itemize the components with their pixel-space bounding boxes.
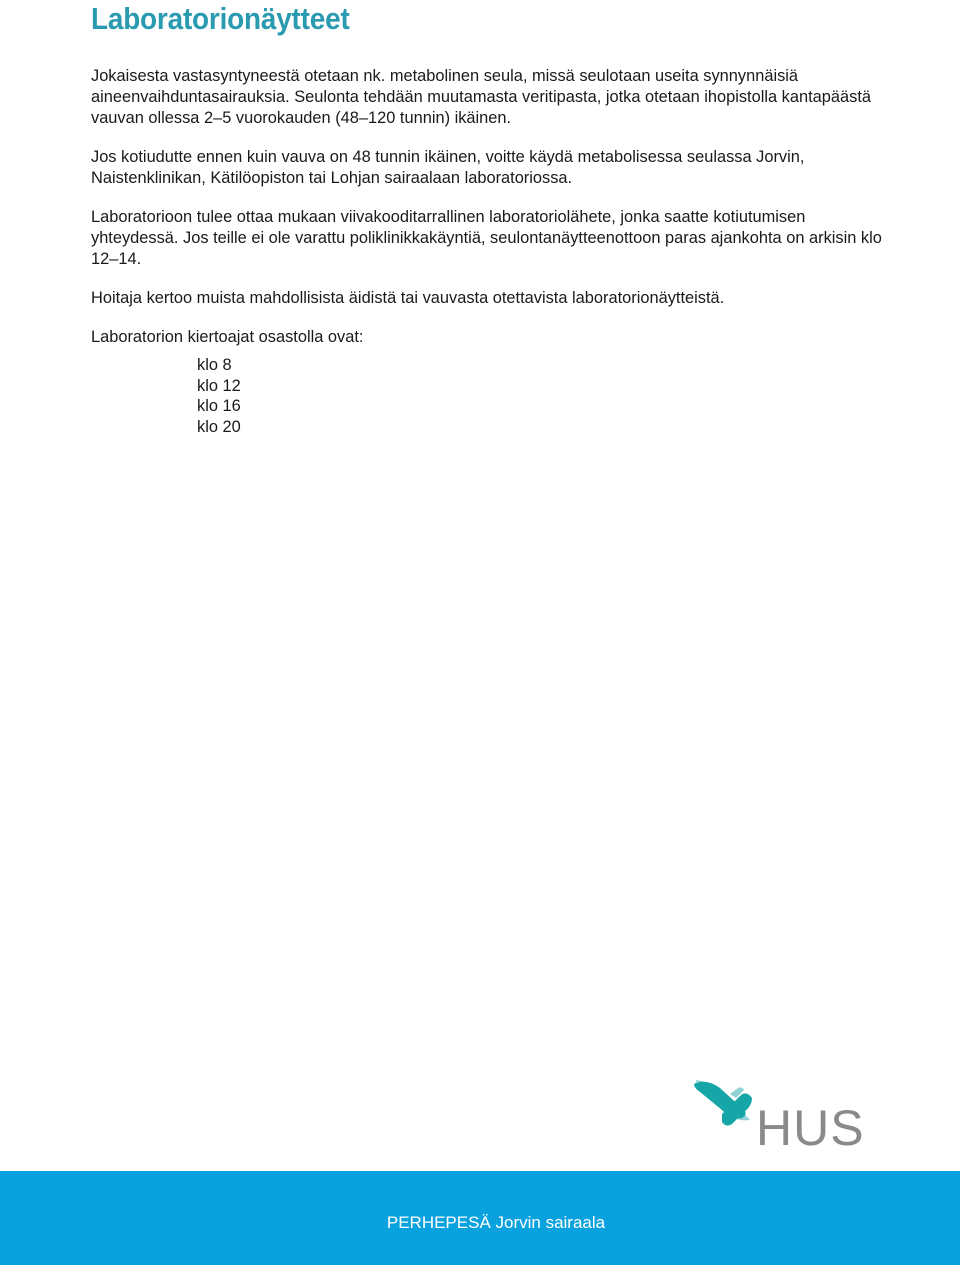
- paragraph-lab-rounds-intro: Laboratorion kiertoajat osastolla ovat:: [91, 328, 364, 346]
- lab-round-times-list: [91, 355, 891, 438]
- hus-cross-icon: [694, 1080, 752, 1126]
- footer-text: PERHEPESÄ Jorvin sairaala: [386, 1213, 606, 1232]
- paragraph-other-samples: Hoitaja kertoo muista mahdollisista äidistä tai vauvasta otettavista laboratorionäytteistä.: [91, 289, 725, 307]
- list-item: klo 8: [197, 356, 232, 374]
- list-item: klo 12: [197, 376, 241, 395]
- paragraph-metabolic-screening: Jokaisesta vastasyntyneestä otetaan nk. metabolinen seula, missä seulotaan useita synnynnäisiä aineenvaihduntasairauksia. Seulonta tehdään muutamasta veritipasta, jotka otetaan ihopistolla kantapäästä vauvan ollessa 2–5 vuorokauden (48–120 tunnin) ikäinen.: [91, 67, 871, 127]
- paragraph-lab-referral: Laboratorioon tulee ottaa mukaan viivakooditarrallinen laboratoriolähete, jonka saatte kotiutumisen yhteydessä. Jos teille ei ole varattu poliklinikkakäyntiä, seulontanäytteenottoon paras ajankohta on arkisin klo 12–14.: [91, 208, 882, 268]
- list-item: klo 16: [197, 397, 241, 416]
- hus-wordmark: HUS: [756, 1100, 865, 1148]
- list-item: klo 20: [197, 418, 241, 437]
- document-body: [91, 66, 891, 449]
- hus-logo: [692, 1076, 870, 1148]
- paragraph-early-discharge: Jos kotiudutte ennen kuin vauva on 48 tunnin ikäinen, voitte käydä metabolisessa seulassa Jorvin, Naistenklinikan, Kätilöopiston tai Lohjan sairaalaan laboratoriossa.: [91, 148, 805, 187]
- page-title: Laboratorionäytteet: [91, 1, 350, 36]
